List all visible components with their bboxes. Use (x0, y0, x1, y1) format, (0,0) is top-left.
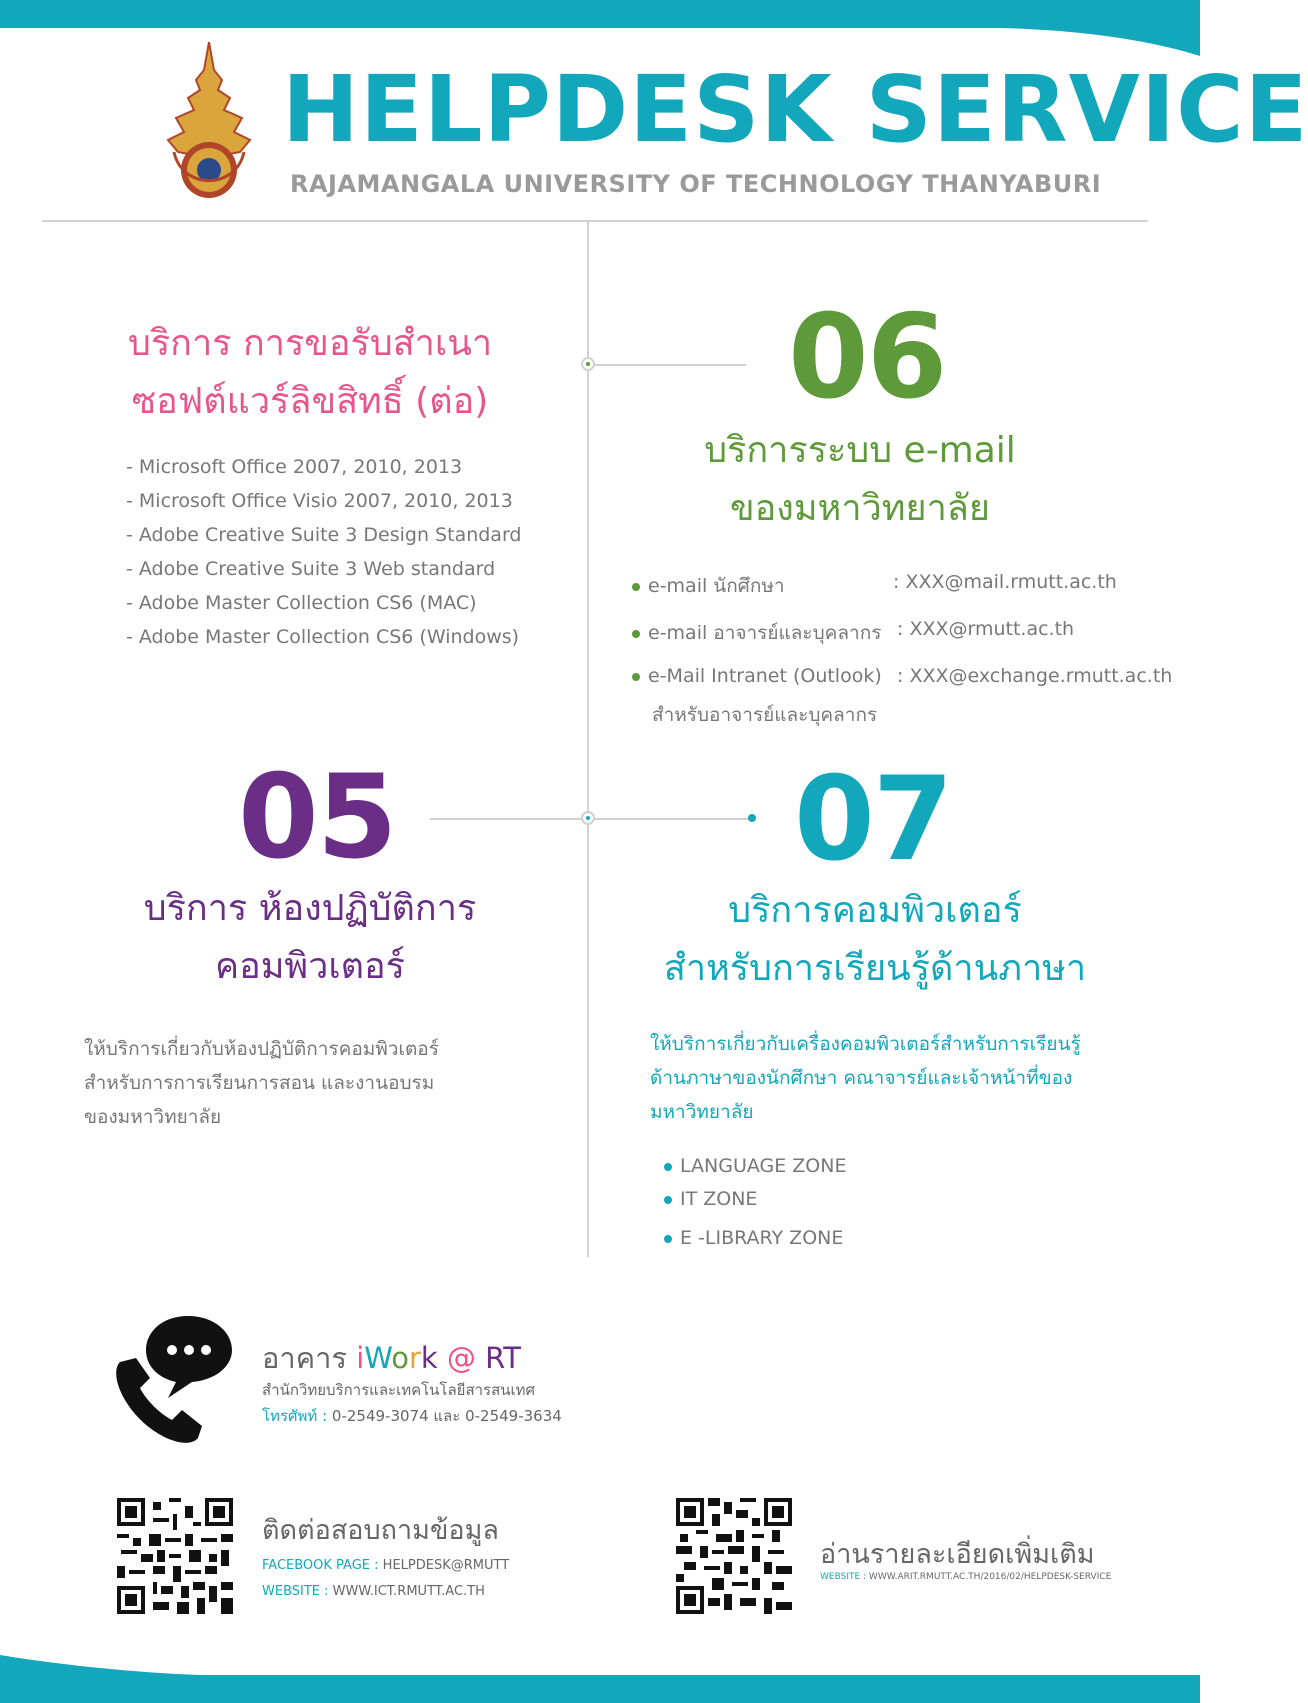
bullet-icon (664, 1196, 672, 1204)
website-link[interactable]: WWW.ARIT.RMUTT.AC.TH/2016/02/HELPDESK-SERVICE (868, 1572, 1112, 1582)
facebook-link[interactable]: HELPDESK@RMUTT (382, 1558, 510, 1573)
email-row (632, 571, 785, 601)
page-title: HELPDESK SERVICE (282, 56, 1308, 163)
brand-letter: k (420, 1341, 438, 1375)
list-item: - Microsoft Office Visio 2007, 2010, 2013 (126, 490, 513, 512)
section-number-05: 05 (238, 750, 396, 885)
email-label: e-mail อาจารย์และบุคลากร (648, 622, 882, 644)
list-item: - Microsoft Office 2007, 2010, 2013 (126, 456, 463, 478)
brand-letter: r (408, 1341, 421, 1375)
paragraph-line: มหาวิทยาลัย (650, 1101, 754, 1123)
email-value: : XXX@mail.rmutt.ac.th (893, 571, 1117, 593)
software-heading (100, 315, 520, 430)
brand-at: @ (437, 1341, 486, 1375)
page-subtitle: RAJAMANGALA UNIVERSITY OF TECHNOLOGY THANYABURI (290, 170, 1102, 198)
contact-title: ติดต่อสอบถามข้อมูล (262, 1515, 499, 1546)
bullet-icon (664, 1235, 672, 1243)
paragraph-line: ให้บริการเกี่ยวกับเครื่องคอมพิวเตอร์สำหรับการเรียนรู้ (650, 1033, 1081, 1055)
bullet-icon (632, 583, 640, 591)
header-divider (42, 220, 1148, 222)
software-heading-line2: ซอฟต์แวร์ลิขสิทธิ์ (ต่อ) (131, 380, 489, 422)
website-link[interactable]: WWW.ICT.RMUTT.AC.TH (332, 1584, 485, 1599)
connector-end-dot (748, 814, 756, 822)
paragraph-line: ของมหาวิทยาลัย (84, 1106, 222, 1128)
brand-letter: o (391, 1341, 409, 1375)
paragraph-line: สำหรับการการเรียนการสอน และงานอบรม (84, 1072, 435, 1094)
email-value: : XXX@exchange.rmutt.ac.th (897, 665, 1173, 687)
zone-label: LANGUAGE ZONE (680, 1155, 847, 1177)
website-label: WEBSITE : (820, 1572, 867, 1582)
connector-line (588, 364, 746, 366)
paragraph-line: ด้านภาษาของนักศึกษา คณาจารย์และเจ้าหน้าที่ของ (650, 1067, 1073, 1089)
language-description (650, 1027, 1081, 1129)
facebook-line (262, 1558, 509, 1573)
bullet-icon (632, 630, 640, 638)
paragraph-line: ให้บริการเกี่ยวกับห้องปฏิบัติการคอมพิวเตอร์ (84, 1038, 439, 1060)
phone-label: โทรศัพท์ : (262, 1407, 328, 1425)
building-prefix: อาคาร (262, 1341, 357, 1375)
lab-description (84, 1032, 439, 1134)
timeline-vertical-line (587, 222, 589, 1257)
language-heading-line1: บริการคอมพิวเตอร์ (728, 890, 1022, 931)
timeline-node (581, 357, 595, 371)
phone-line (262, 1404, 562, 1428)
email-heading (640, 422, 1080, 537)
language-heading-line2: สำหรับการเรียนรู้ด้านภาษา (663, 947, 1087, 989)
building-name (262, 1335, 521, 1381)
office-name: สำนักวิทยบริการและเทคโนโลยีสารสนเทศ (262, 1381, 536, 1399)
email-heading-line2: ของมหาวิทยาลัย (730, 487, 990, 529)
email-heading-line1: บริการระบบ e-mail (704, 430, 1016, 471)
zone-label: IT ZONE (680, 1188, 758, 1210)
lab-heading (100, 880, 520, 995)
list-item: - Adobe Creative Suite 3 Design Standard (126, 524, 522, 546)
lab-heading-line1: บริการ ห้องปฏิบัติการ (143, 888, 477, 929)
more-info-website-line (820, 1572, 1111, 1582)
university-emblem-icon (162, 40, 257, 200)
facebook-label: FACEBOOK PAGE : (262, 1558, 379, 1573)
bottom-banner (0, 1655, 1200, 1703)
section-number-06: 06 (788, 290, 946, 425)
software-list (126, 450, 522, 654)
software-heading-line1: บริการ การขอรับสำเนา (127, 323, 493, 364)
list-item: - Adobe Creative Suite 3 Web standard (126, 558, 496, 580)
language-heading (640, 882, 1110, 997)
zone-item (664, 1188, 757, 1210)
zone-label: E -LIBRARY ZONE (680, 1227, 844, 1249)
timeline-node (581, 811, 595, 825)
website-line (262, 1584, 485, 1599)
zone-item (664, 1155, 846, 1177)
email-row (632, 665, 882, 687)
email-row (632, 618, 881, 648)
brand-letter: i (356, 1341, 365, 1375)
bullet-icon (664, 1163, 672, 1171)
phone-value: 0-2549-3074 และ 0-2549-3634 (331, 1407, 562, 1425)
more-info-title: อ่านรายละเอียดเพิ่มเติม (820, 1539, 1095, 1570)
brand-letter: W (364, 1341, 392, 1375)
email-label: e-mail นักศึกษา (648, 575, 785, 597)
email-value: : XXX@rmutt.ac.th (897, 618, 1075, 640)
section-number-07: 07 (794, 752, 952, 887)
bullet-icon (632, 673, 640, 681)
qr-code-icon (676, 1498, 792, 1614)
brand-rt: RT (485, 1341, 521, 1375)
lab-heading-line2: คอมพิวเตอร์ (214, 945, 406, 987)
phone-chat-icon (100, 1312, 236, 1444)
list-item: - Adobe Master Collection CS6 (Windows) (126, 626, 520, 648)
list-item: - Adobe Master Collection CS6 (MAC) (126, 592, 477, 614)
zone-item (664, 1227, 843, 1249)
qr-code-icon (117, 1498, 233, 1614)
email-note: สำหรับอาจารย์และบุคลากร (652, 704, 878, 726)
website-label: WEBSITE : (262, 1584, 329, 1599)
email-label: e-Mail Intranet (Outlook) (648, 665, 882, 687)
